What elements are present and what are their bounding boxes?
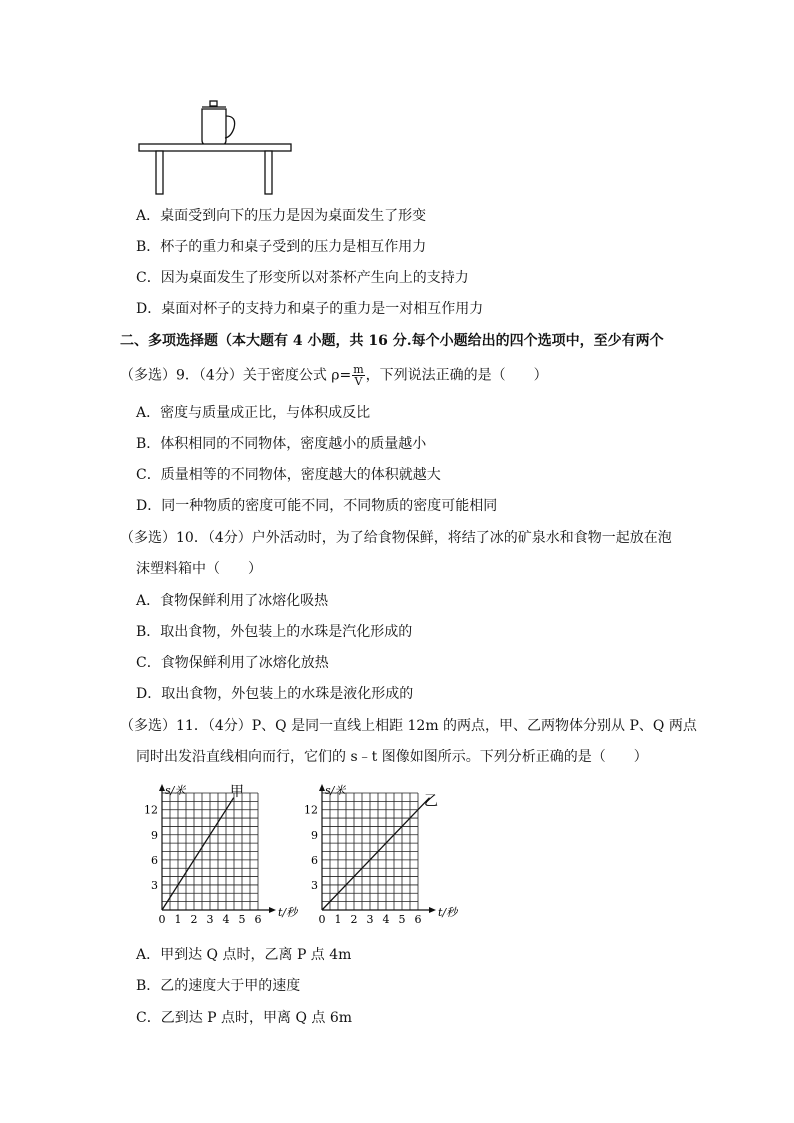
q9-option-b: B．体积相同的不同物体，密度越小的质量越小 bbox=[136, 436, 427, 452]
x-tick-label: 4 bbox=[382, 913, 390, 926]
q9-stem-prefix: （多选）9．（4分）关于密度公式 ρ= bbox=[120, 367, 352, 384]
y-axis-label: s/米 bbox=[325, 784, 346, 797]
y-tick-label: 9 bbox=[151, 828, 158, 842]
x-tick-label: 3 bbox=[366, 913, 374, 926]
series-label: 甲 bbox=[230, 784, 244, 800]
q9-option-a: A．密度与质量成正比，与体积成反比 bbox=[136, 405, 371, 421]
q9-option-d: D．同一种物质的密度可能不同，不同物质的密度可能相同 bbox=[136, 498, 498, 514]
chart-jia bbox=[140, 780, 300, 930]
x-axis-label: t/秒 bbox=[438, 906, 458, 919]
y-tick-label: 6 bbox=[311, 853, 318, 867]
y-tick-label: 3 bbox=[151, 878, 158, 892]
y-tick-label: 3 bbox=[311, 878, 318, 892]
x-tick-label: 3 bbox=[206, 913, 214, 926]
q8-option-b: B．杯子的重力和桌子受到的压力是相互作用力 bbox=[136, 239, 427, 255]
q11-option-b: B．乙的速度大于甲的速度 bbox=[136, 978, 301, 994]
cup-on-table-figure bbox=[130, 96, 300, 198]
fraction-denominator: V bbox=[354, 375, 363, 388]
q10-option-a: A．食物保鲜利用了冰熔化吸热 bbox=[136, 593, 329, 609]
x-tick-label: 1 bbox=[334, 913, 342, 926]
q8-option-c: C．因为桌面发生了形变所以对茶杯产生向上的支持力 bbox=[136, 270, 469, 286]
q11-option-a: A．甲到达 Q 点时，乙离 P 点 4m bbox=[136, 947, 352, 963]
q10-option-b: B．取出食物，外包装上的水珠是汽化形成的 bbox=[136, 624, 413, 640]
q11-stem-line1: （多选）11．（4分）P、Q 是同一直线上相距 12m 的两点，甲、乙两物体分别从 P、Q 两点 bbox=[120, 718, 697, 734]
section-heading: 二、多项选择题（本大题有 4 小题，共 16 分.每个小题给出的四个选项中，至少有两个 bbox=[120, 333, 664, 349]
y-tick-label: 12 bbox=[144, 803, 158, 817]
x-tick-label: 0 bbox=[318, 913, 326, 926]
q11-option-c: C．乙到达 P 点时，甲离 Q 点 6m bbox=[136, 1010, 353, 1026]
q11-stem-line2: 同时出发沿直线相向而行，它们的 s﹣t 图像如图所示。下列分析正确的是（ ） bbox=[136, 749, 648, 765]
q10-stem-line1: （多选）10．（4分）户外活动时，为了给食物保鲜，将结了冰的矿泉水和食物一起放在泡 bbox=[120, 530, 672, 546]
y-tick-label: 12 bbox=[304, 803, 318, 817]
y-axis-label: s/米 bbox=[165, 784, 186, 797]
density-fraction bbox=[352, 364, 364, 387]
q9-stem-suffix: ，下列说法正确的是（ ） bbox=[365, 367, 548, 384]
x-tick-label: 1 bbox=[174, 913, 182, 926]
x-tick-label: 6 bbox=[414, 913, 422, 926]
x-tick-label: 5 bbox=[238, 913, 246, 926]
q9-stem bbox=[120, 364, 548, 387]
x-tick-label: 6 bbox=[254, 913, 262, 926]
q9-option-c: C．质量相等的不同物体，密度越大的体积就越大 bbox=[136, 467, 441, 483]
x-tick-label: 5 bbox=[398, 913, 406, 926]
q10-option-d: D．取出食物，外包装上的水珠是液化形成的 bbox=[136, 686, 414, 702]
series-label: 乙 bbox=[424, 793, 438, 810]
q10-stem-line2: 沫塑料箱中（ ） bbox=[136, 561, 262, 577]
q8-option-a: A．桌面受到向下的压力是因为桌面发生了形变 bbox=[136, 208, 427, 224]
q8-option-d: D．桌面对杯子的支持力和桌子的重力是一对相互作用力 bbox=[136, 301, 484, 317]
x-tick-label: 4 bbox=[222, 913, 230, 926]
q10-option-c: C．食物保鲜利用了冰熔化放热 bbox=[136, 655, 329, 671]
x-tick-label: 2 bbox=[350, 913, 358, 926]
x-tick-label: 0 bbox=[158, 913, 166, 926]
x-tick-label: 2 bbox=[190, 913, 198, 926]
y-tick-label: 6 bbox=[151, 853, 158, 867]
x-axis-label: t/秒 bbox=[278, 906, 298, 919]
fraction-numerator: m bbox=[353, 363, 364, 376]
y-tick-label: 9 bbox=[311, 828, 318, 842]
x-axis-arrow bbox=[269, 907, 276, 913]
x-axis-arrow bbox=[429, 907, 436, 913]
chart-yi bbox=[300, 780, 460, 930]
